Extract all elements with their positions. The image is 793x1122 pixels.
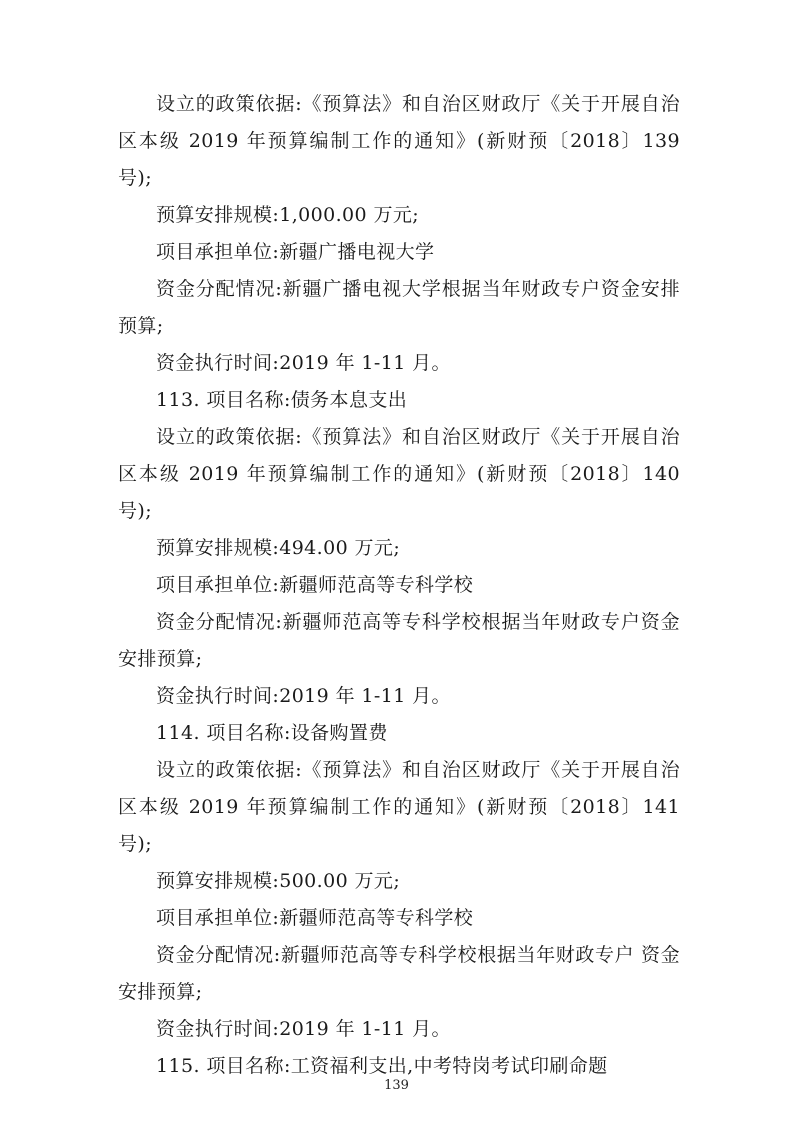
paragraph: 113. 项目名称:债务本息支出 [156, 389, 408, 411]
paragraph: 资金执行时间:2019 年 1-11 月。 [156, 685, 451, 707]
page-body [118, 86, 687, 1085]
paragraph: 设立的政策依据:《预算法》和自治区财政厅《关于开展自治区本级 2019 年预算编制工作的通知》(新财预〔2018〕140 号); [118, 426, 687, 522]
page-number: 139 [384, 1078, 409, 1093]
paragraph: 项目承担单位:新疆广播电视大学 [156, 241, 435, 263]
paragraph: 项目承担单位:新疆师范高等专科学校 [156, 574, 474, 596]
paragraph: 预算安排规模:494.00 万元; [156, 537, 401, 559]
paragraph: 资金执行时间:2019 年 1-11 月。 [156, 352, 451, 374]
paragraph: 项目承担单位:新疆师范高等专科学校 [156, 907, 474, 929]
paragraph: 预算安排规模:1,000.00 万元; [156, 204, 420, 226]
paragraph: 资金分配情况:新疆广播电视大学根据当年财政专户资金安排预算; [118, 278, 680, 337]
paragraph: 115. 项目名称:工资福利支出,中考特岗考试印刷命题 [156, 1055, 608, 1077]
paragraph: 资金分配情况:新疆师范高等专科学校根据当年财政专户 资金安排预算; [118, 944, 680, 1003]
paragraph: 设立的政策依据:《预算法》和自治区财政厅《关于开展自治区本级 2019 年预算编制工作的通知》(新财预〔2018〕141 号); [118, 759, 687, 855]
paragraph: 设立的政策依据:《预算法》和自治区财政厅《关于开展自治区本级 2019 年预算编制工作的通知》(新财预〔2018〕139 号); [118, 93, 687, 189]
paragraph: 资金分配情况:新疆师范高等专科学校根据当年财政专户资金安排预算; [118, 611, 680, 670]
paragraph: 资金执行时间:2019 年 1-11 月。 [156, 1018, 451, 1040]
paragraph: 预算安排规模:500.00 万元; [156, 870, 401, 892]
paragraph: 114. 项目名称:设备购置费 [156, 722, 388, 744]
